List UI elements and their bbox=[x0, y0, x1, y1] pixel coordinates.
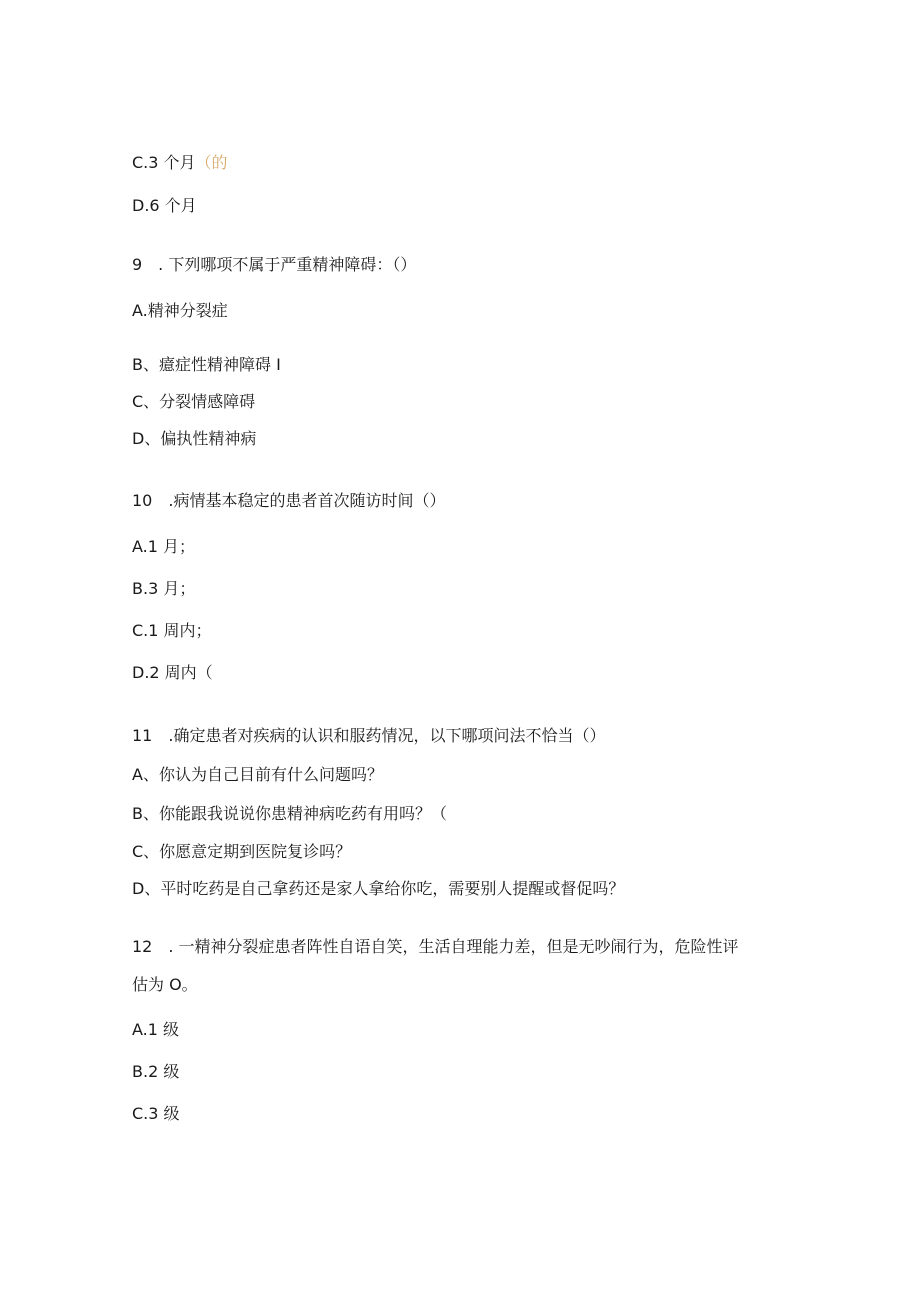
q12-stem-line2: 估为 O。 bbox=[132, 975, 198, 994]
q8-option-c-note: （的 bbox=[195, 153, 228, 172]
q12-option-c: C.3 级 bbox=[132, 1104, 180, 1123]
q10-option-b: B.3 月； bbox=[132, 579, 196, 598]
q10-option-a: A.1 月； bbox=[132, 537, 196, 556]
q12-option-a: A.1 级 bbox=[132, 1020, 180, 1039]
q8-option-d: D.6 个月 bbox=[132, 196, 197, 215]
q12-stem-line1: 12 . 一精神分裂症患者阵性自语自笑，生活自理能力差，但是无吵闹行为，危险性评 bbox=[132, 937, 739, 956]
q11-stem: 11 .确定患者对疾病的认识和服药情况，以下哪项问法不恰当（） bbox=[132, 726, 606, 745]
q8-option-c bbox=[132, 153, 228, 173]
q11-option-d: D、平时吃药是自己拿药还是家人拿给你吃，需要别人提醒或督促吗？ bbox=[132, 879, 625, 898]
q11-option-c: C、你愿意定期到医院复诊吗？ bbox=[132, 842, 352, 861]
q9-option-c: C、分裂情感障碍 bbox=[132, 392, 256, 411]
q9-option-d: D、偏执性精神病 bbox=[132, 429, 257, 448]
q10-option-c: C.1 周内； bbox=[132, 621, 212, 640]
q11-option-b: B、你能跟我说说你患精神病吃药有用吗？（ bbox=[132, 804, 447, 823]
q10-stem: 10 .病情基本稳定的患者首次随访时间（） bbox=[132, 491, 446, 510]
q12-option-b: B.2 级 bbox=[132, 1062, 180, 1081]
q11-option-a: A、你认为自己目前有什么问题吗？ bbox=[132, 765, 383, 784]
q9-option-b: B、癔症性精神障碍 I bbox=[132, 355, 281, 374]
q10-option-d: D.2 周内（ bbox=[132, 663, 213, 682]
q9-option-a: A.精神分裂症 bbox=[132, 301, 228, 320]
q8-option-c-text: C.3 个月 bbox=[132, 153, 196, 172]
q9-stem: 9 . 下列哪项不属于严重精神障碍：（） bbox=[132, 255, 417, 274]
